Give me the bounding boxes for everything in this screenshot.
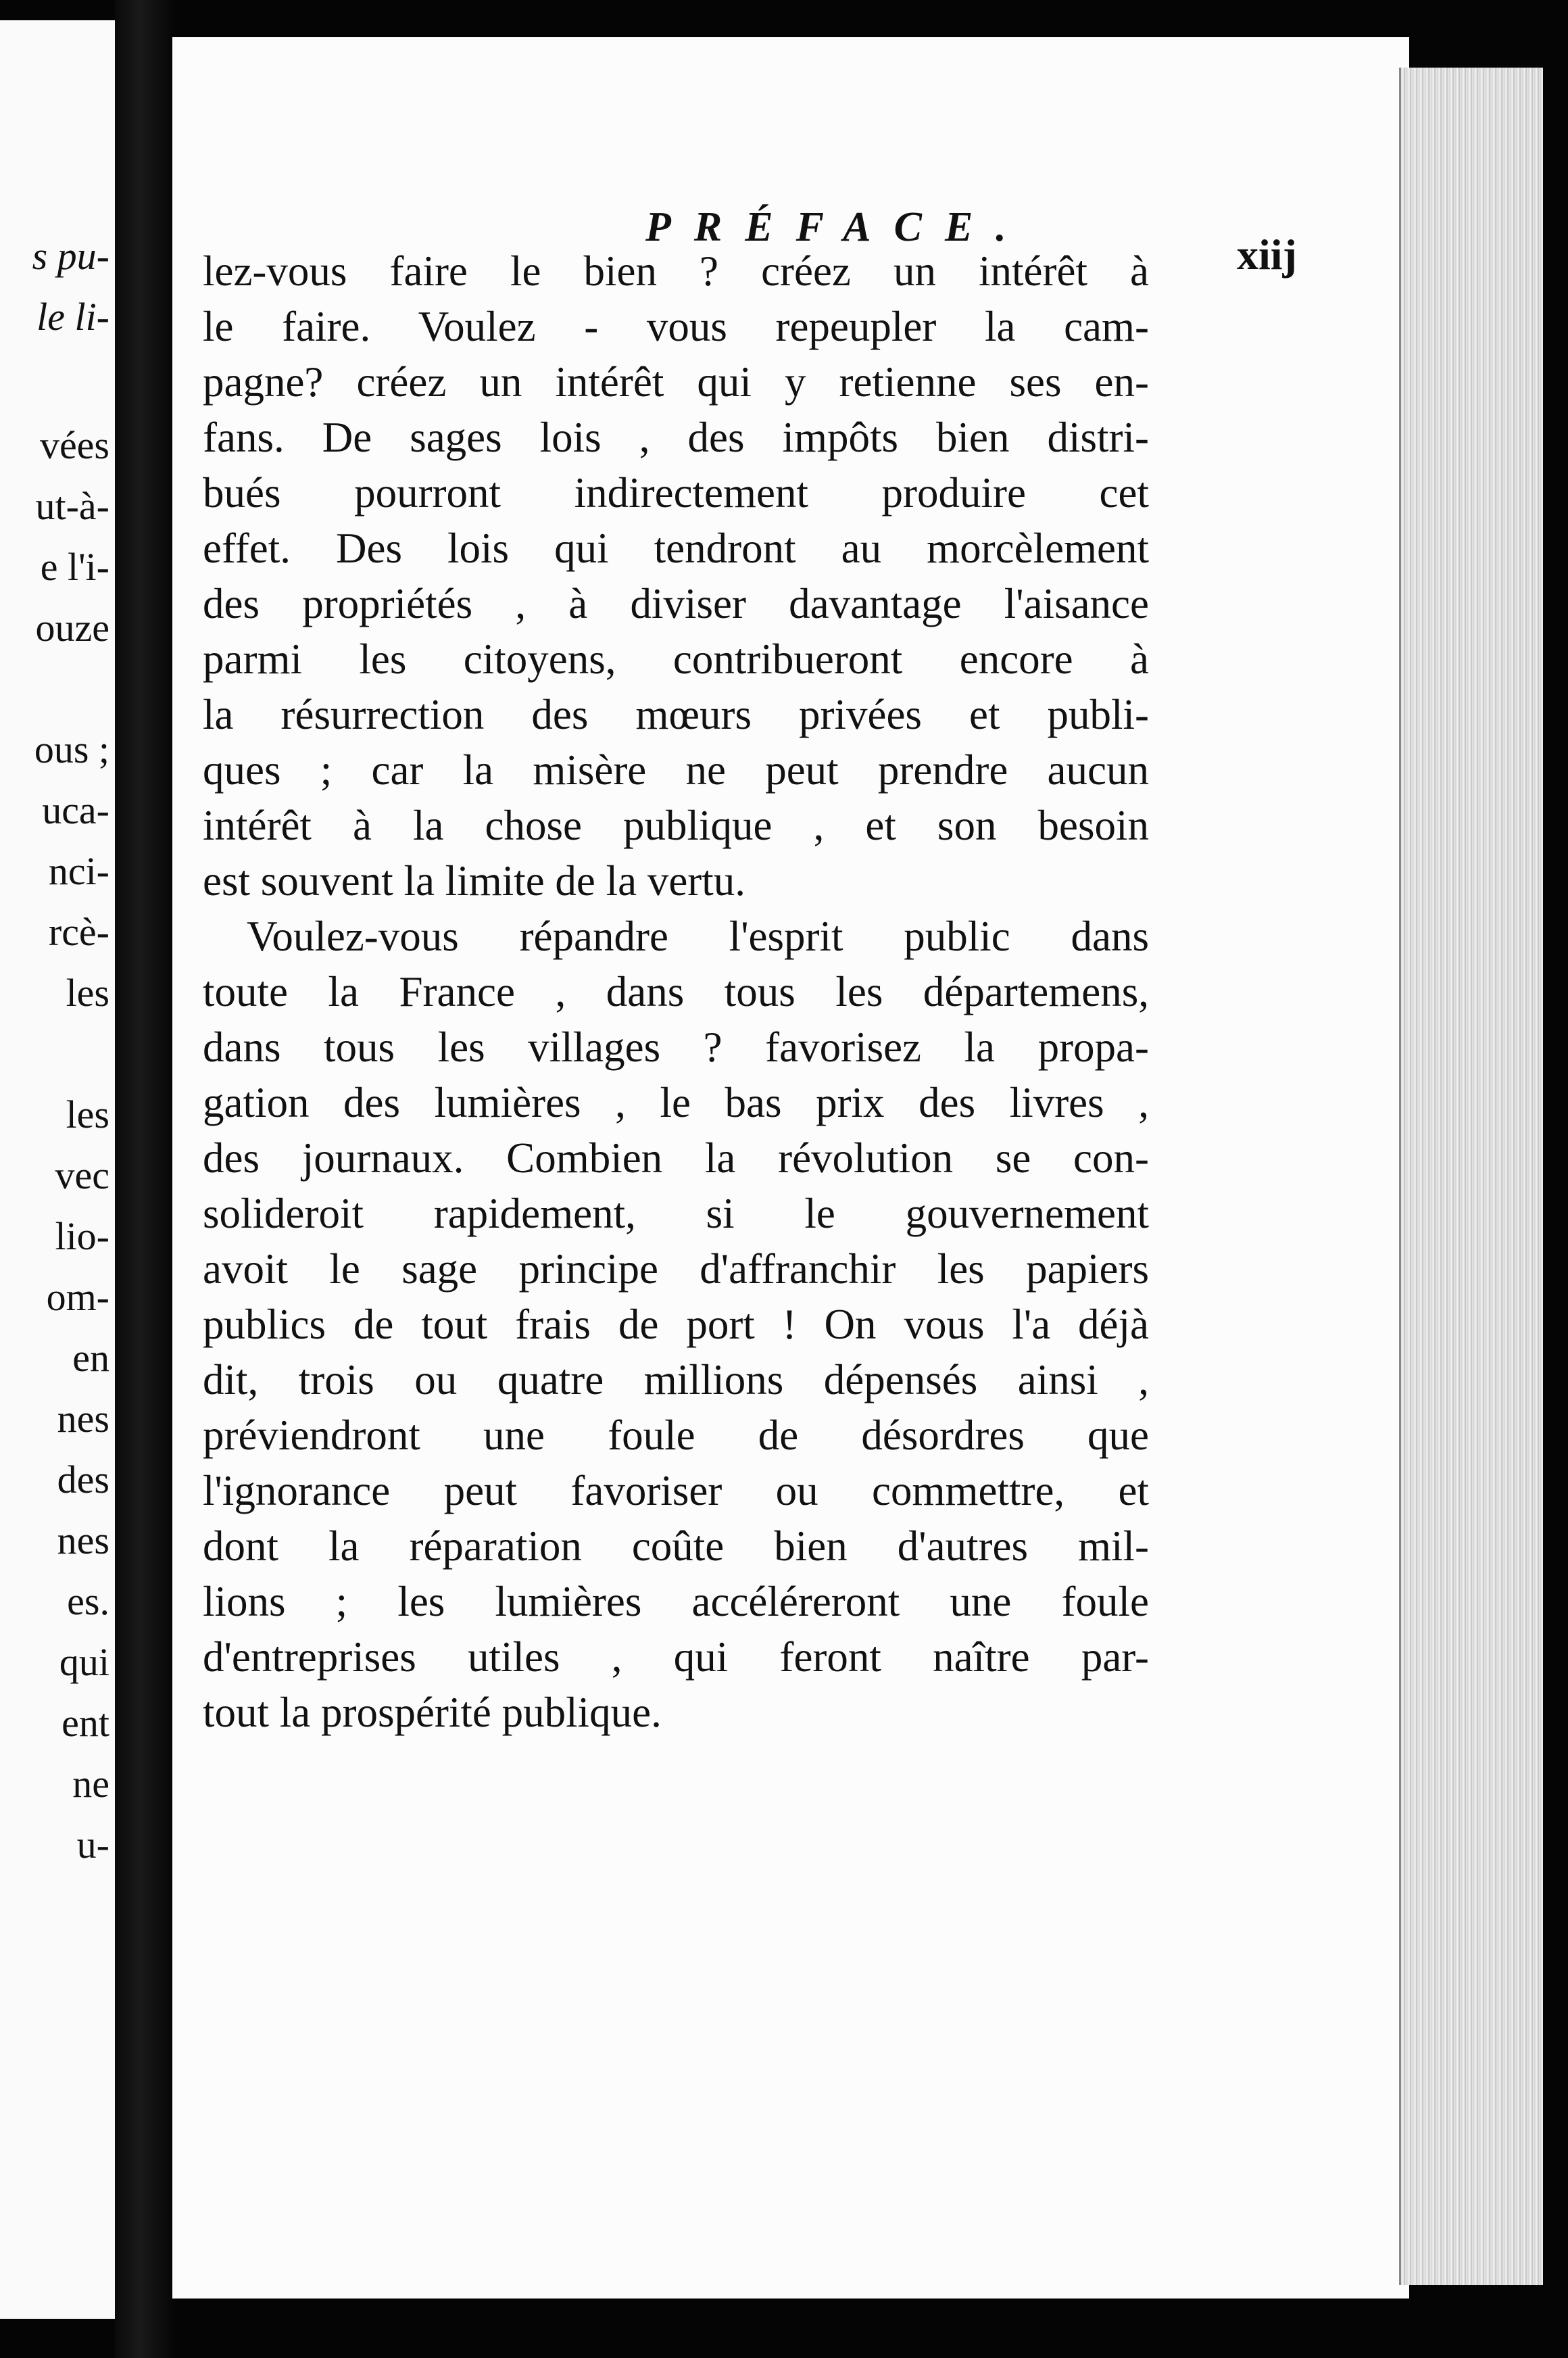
text-line: dont la réparation coûte bien d'autres mil- <box>203 1522 1149 1570</box>
previous-page-line: es. <box>67 1579 109 1623</box>
text-line: dans tous les villages ? favorisez la propa- <box>203 1024 1149 1071</box>
previous-page-line: ouze <box>35 606 109 650</box>
text-line: dit, trois ou quatre millions dépensés ainsi , <box>203 1356 1149 1403</box>
page-number: xiij <box>1237 231 1297 279</box>
previous-page-line: nes <box>57 1397 109 1441</box>
previous-page-line: uca- <box>42 788 109 832</box>
text-line: d'entreprises utiles , qui feront naître par- <box>203 1633 1149 1681</box>
previous-page-line: u- <box>76 1823 109 1867</box>
previous-page-line: les <box>66 971 109 1015</box>
text-line: pagne? créez un intérêt qui y retienne ses en- <box>203 358 1149 406</box>
text-line: publics de tout frais de port ! On vous l'a déjà <box>203 1301 1149 1348</box>
text-line: préviendront une foule de désordres que <box>203 1412 1149 1459</box>
text-line: solideroit rapidement, si le gouvernement <box>203 1190 1149 1237</box>
previous-page-line: qui <box>59 1640 109 1684</box>
text-line: parmi les citoyens, contribueront encore à <box>203 635 1149 683</box>
previous-page-line: ut-à- <box>35 484 109 528</box>
previous-page-line: nci- <box>48 849 109 893</box>
text-line: des propriétés , à diviser davantage l'aisance <box>203 580 1149 627</box>
previous-page-line: lio- <box>55 1214 109 1258</box>
text-line: ques ; car la misère ne peut prendre aucun <box>203 746 1149 794</box>
previous-page-line: rcè- <box>48 910 109 954</box>
paragraph <box>203 243 1149 909</box>
previous-page-edge <box>0 20 119 2319</box>
text-line: toute la France , dans tous les départemens, <box>203 968 1149 1015</box>
text-line: Voulez-vous répandre l'esprit public dans <box>247 913 1149 960</box>
text-line: lions ; les lumières accéléreront une foule <box>203 1578 1149 1625</box>
previous-page-line: des <box>57 1458 109 1501</box>
previous-page-line: nes <box>57 1518 109 1562</box>
text-line: des journaux. Combien la révolution se con- <box>203 1134 1149 1182</box>
text-line: bués pourront indirectement produire cet <box>203 469 1149 516</box>
text-line: effet. Des lois qui tendront au morcèlement <box>203 525 1149 572</box>
text-line: avoit le sage principe d'affranchir les papiers <box>203 1245 1149 1293</box>
running-head: PRÉFACE. <box>645 204 1029 250</box>
previous-page-line: le li- <box>36 295 109 339</box>
previous-page-line: les <box>66 1092 109 1136</box>
text-line: est souvent la limite de la vertu. <box>203 857 746 905</box>
text-line: l'ignorance peut favoriser ou commettre, et <box>203 1467 1149 1514</box>
text-line: le faire. Voulez - vous repeupler la cam- <box>203 303 1149 350</box>
text-line: tout la prospérité publique. <box>203 1689 662 1736</box>
previous-page-line: ent <box>62 1701 109 1745</box>
text-line: fans. De sages lois , des impôts bien distri- <box>203 414 1149 461</box>
previous-page-line: ous ; <box>34 727 109 771</box>
page-stack-edge <box>1399 68 1543 2285</box>
previous-page-line: om- <box>46 1275 109 1319</box>
text-line: gation des lumières , le bas prix des livres , <box>203 1079 1149 1126</box>
text-line: intérêt à la chose publique , et son besoin <box>203 802 1149 849</box>
previous-page-line: ne <box>72 1762 109 1806</box>
previous-page-line: vec <box>55 1153 109 1197</box>
text-line: la résurrection des mœurs privées et publi- <box>203 691 1149 738</box>
previous-page-line: en <box>72 1336 109 1380</box>
paragraph <box>203 909 1149 1740</box>
book-gutter <box>115 0 176 2358</box>
previous-page-line: s pu- <box>32 234 109 278</box>
text-line: lez-vous faire le bien ? créez un intérêt à <box>203 247 1149 295</box>
body-text <box>203 243 1149 1740</box>
previous-page-line: e l'i- <box>40 545 109 589</box>
previous-page-line: vées <box>39 423 109 467</box>
